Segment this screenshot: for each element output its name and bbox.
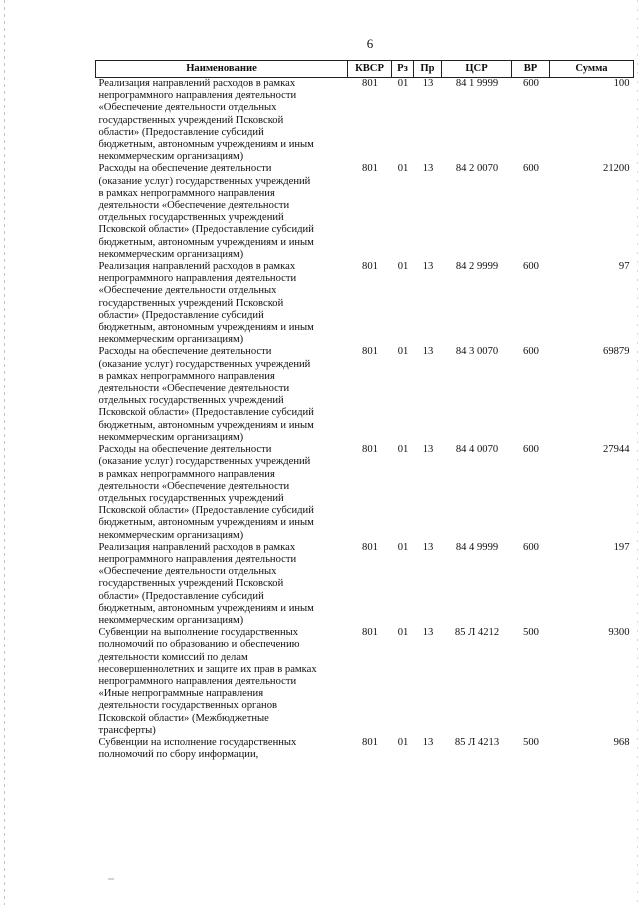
row-vr: 500 (523, 627, 539, 639)
row-name-line: (оказание услуг) государственных учреждений (98, 175, 311, 187)
row-name (96, 542, 348, 627)
row-sum: 197 (613, 541, 630, 553)
header-pr: Пр (414, 61, 442, 78)
header-rz: Рз (392, 61, 414, 78)
scan-mark (108, 878, 114, 880)
scan-edge-right (637, 0, 638, 905)
row-name-line: в рамках непрограммного направления (98, 187, 275, 199)
row-name-line: Расходы на обеспечение деятельности (98, 346, 272, 358)
scan-edge-left (4, 0, 5, 905)
row-kvsr: 801 (362, 736, 378, 748)
row-name (96, 78, 348, 164)
row-name-line: непрограммного направления деятельности (98, 553, 297, 565)
row-name-line: области» (Предоставление субсидий (98, 309, 264, 321)
row-name-line: Расходы на обеспечение деятельности (98, 163, 272, 175)
row-name-line: государственных учреждений Псковской (98, 297, 284, 309)
row-csr: 85 Л 4212 (454, 627, 500, 639)
table-row (96, 163, 634, 261)
table-row (96, 444, 634, 542)
row-name-line: некоммерческим организациям) (98, 334, 244, 346)
row-name-line: «Иные непрограммные направления (98, 688, 264, 700)
row-name-line: Субвенции на исполнение государственных (98, 736, 297, 748)
header-name: Наименование (96, 61, 348, 78)
row-csr: 84 4 0070 (455, 444, 499, 456)
row-name (96, 261, 348, 346)
row-pr: 13 (422, 627, 434, 639)
budget-table (95, 60, 634, 761)
row-pr: 13 (422, 736, 434, 748)
row-name-line: полномочий по сбору информации, (98, 749, 259, 761)
row-name-line: бюджетным, автономным учреждениям и иным (98, 236, 314, 248)
table-row (96, 346, 634, 444)
header-vr: ВР (512, 61, 550, 78)
row-name-line: некоммерческим организациям) (98, 431, 244, 443)
row-name-line: деятельности «Обеспечение деятельности (98, 383, 290, 395)
header-sum: Сумма (550, 61, 634, 78)
row-name-line: Псковской области» (Предоставление субсидий (98, 505, 314, 517)
row-name-line: полномочий по образованию и обеспечению (98, 639, 300, 651)
row-name-line: деятельности государственных органов (98, 700, 278, 712)
row-vr: 600 (523, 78, 539, 89)
row-name-line: Реализация направлений расходов в рамках (98, 78, 296, 89)
table-row (96, 542, 634, 627)
row-csr: 84 3 0070 (455, 346, 499, 358)
row-name-line: государственных учреждений Псковской (98, 578, 284, 590)
row-name-line: некоммерческим организациям) (98, 614, 244, 626)
row-name (96, 737, 348, 761)
row-name (96, 163, 348, 261)
row-name-line: Псковской области» (Предоставление субсидий (98, 224, 314, 236)
row-name-line: Псковской области» (Предоставление субсидий (98, 407, 314, 419)
row-csr: 84 1 9999 (455, 78, 499, 89)
table-row (96, 627, 634, 737)
table-body (96, 78, 634, 762)
row-name-line: непрограммного направления деятельности (98, 273, 297, 285)
row-pr: 13 (422, 78, 434, 89)
row-csr: 84 4 9999 (455, 541, 499, 553)
table-header (96, 61, 634, 78)
row-name-line: бюджетным, автономным учреждениям и иным (98, 517, 314, 529)
row-sum: 968 (613, 736, 630, 748)
row-name-line: несовершеннолетних и защите их прав в рамках (98, 663, 317, 675)
row-name (96, 346, 348, 444)
header-csr: ЦСР (442, 61, 512, 78)
row-sum: 27944 (603, 444, 630, 456)
row-vr: 600 (523, 261, 539, 273)
row-name-line: государственных учреждений Псковской (98, 114, 284, 126)
row-rz: 01 (397, 163, 409, 175)
table-row (96, 261, 634, 346)
row-pr: 13 (422, 541, 434, 553)
row-kvsr: 801 (362, 163, 378, 175)
page-number: 6 (366, 36, 374, 51)
row-kvsr: 801 (362, 444, 378, 456)
row-sum: 21200 (603, 163, 630, 175)
header-kvsr: КВСР (348, 61, 392, 78)
row-name-line: бюджетным, автономным учреждениям и иным (98, 602, 314, 614)
row-name-line: некоммерческим организациям) (98, 529, 244, 541)
row-name-line: деятельности «Обеспечение деятельности (98, 480, 290, 492)
row-name-line: «Обеспечение деятельности отдельных (98, 566, 277, 578)
row-rz: 01 (397, 736, 409, 748)
row-vr: 600 (523, 163, 539, 175)
row-vr: 600 (523, 346, 539, 358)
row-csr: 85 Л 4213 (454, 736, 500, 748)
row-sum: 100 (613, 78, 630, 89)
table-row (96, 737, 634, 761)
row-kvsr: 801 (362, 541, 378, 553)
row-name-line: Субвенции на выполнение государственных (98, 627, 299, 639)
row-name-line: в рамках непрограммного направления (98, 468, 275, 480)
row-sum: 97 (618, 261, 630, 273)
row-name-line: «Обеспечение деятельности отдельных (98, 285, 277, 297)
row-name-line: (оказание услуг) государственных учреждений (98, 456, 311, 468)
row-sum: 9300 (608, 627, 630, 639)
row-kvsr: 801 (362, 627, 378, 639)
row-name-line: отдельных государственных учреждений (98, 395, 284, 407)
row-name-line: бюджетным, автономным учреждениям и иным (98, 419, 314, 431)
row-name-line: некоммерческим организациям) (98, 248, 244, 260)
row-rz: 01 (397, 78, 409, 89)
row-pr: 13 (422, 346, 434, 358)
row-name-line: Псковской области» (Межбюджетные (98, 712, 269, 724)
row-name-line: бюджетным, автономным учреждениям и иным (98, 322, 314, 334)
row-name-line: Расходы на обеспечение деятельности (98, 444, 272, 456)
table-row (96, 78, 634, 164)
row-name-line: Реализация направлений расходов в рамках (98, 541, 296, 553)
row-rz: 01 (397, 346, 409, 358)
row-vr: 600 (523, 541, 539, 553)
row-name-line: области» (Предоставление субсидий (98, 590, 264, 602)
row-rz: 01 (397, 541, 409, 553)
row-name-line: некоммерческим организациям) (98, 151, 244, 163)
row-name-line: отдельных государственных учреждений (98, 492, 284, 504)
row-name-line: деятельности «Обеспечение деятельности (98, 200, 290, 212)
row-name-line: бюджетным, автономным учреждениям и иным (98, 139, 314, 151)
row-pr: 13 (422, 444, 434, 456)
row-kvsr: 801 (362, 78, 378, 89)
row-name-line: трансферты) (98, 724, 156, 736)
row-sum: 69879 (603, 346, 630, 358)
row-name-line: деятельности комиссий по делам (98, 651, 248, 663)
row-rz: 01 (397, 444, 409, 456)
row-name (96, 444, 348, 542)
row-name-line: Реализация направлений расходов в рамках (98, 261, 296, 273)
row-kvsr: 801 (362, 346, 378, 358)
row-name-line: непрограммного направления деятельности (98, 90, 297, 102)
row-vr: 600 (523, 444, 539, 456)
row-rz: 01 (397, 627, 409, 639)
row-name (96, 627, 348, 737)
row-name-line: области» (Предоставление субсидий (98, 126, 264, 138)
row-vr: 500 (523, 736, 539, 748)
row-pr: 13 (422, 261, 434, 273)
row-pr: 13 (422, 163, 434, 175)
row-csr: 84 2 0070 (455, 163, 499, 175)
row-name-line: отдельных государственных учреждений (98, 212, 284, 224)
row-kvsr: 801 (362, 261, 378, 273)
row-name-line: непрограммного направления деятельности (98, 675, 297, 687)
row-name-line: в рамках непрограммного направления (98, 370, 275, 382)
row-name-line: (оказание услуг) государственных учреждений (98, 358, 311, 370)
row-name-line: «Обеспечение деятельности отдельных (98, 102, 277, 114)
row-rz: 01 (397, 261, 409, 273)
row-csr: 84 2 9999 (455, 261, 499, 273)
